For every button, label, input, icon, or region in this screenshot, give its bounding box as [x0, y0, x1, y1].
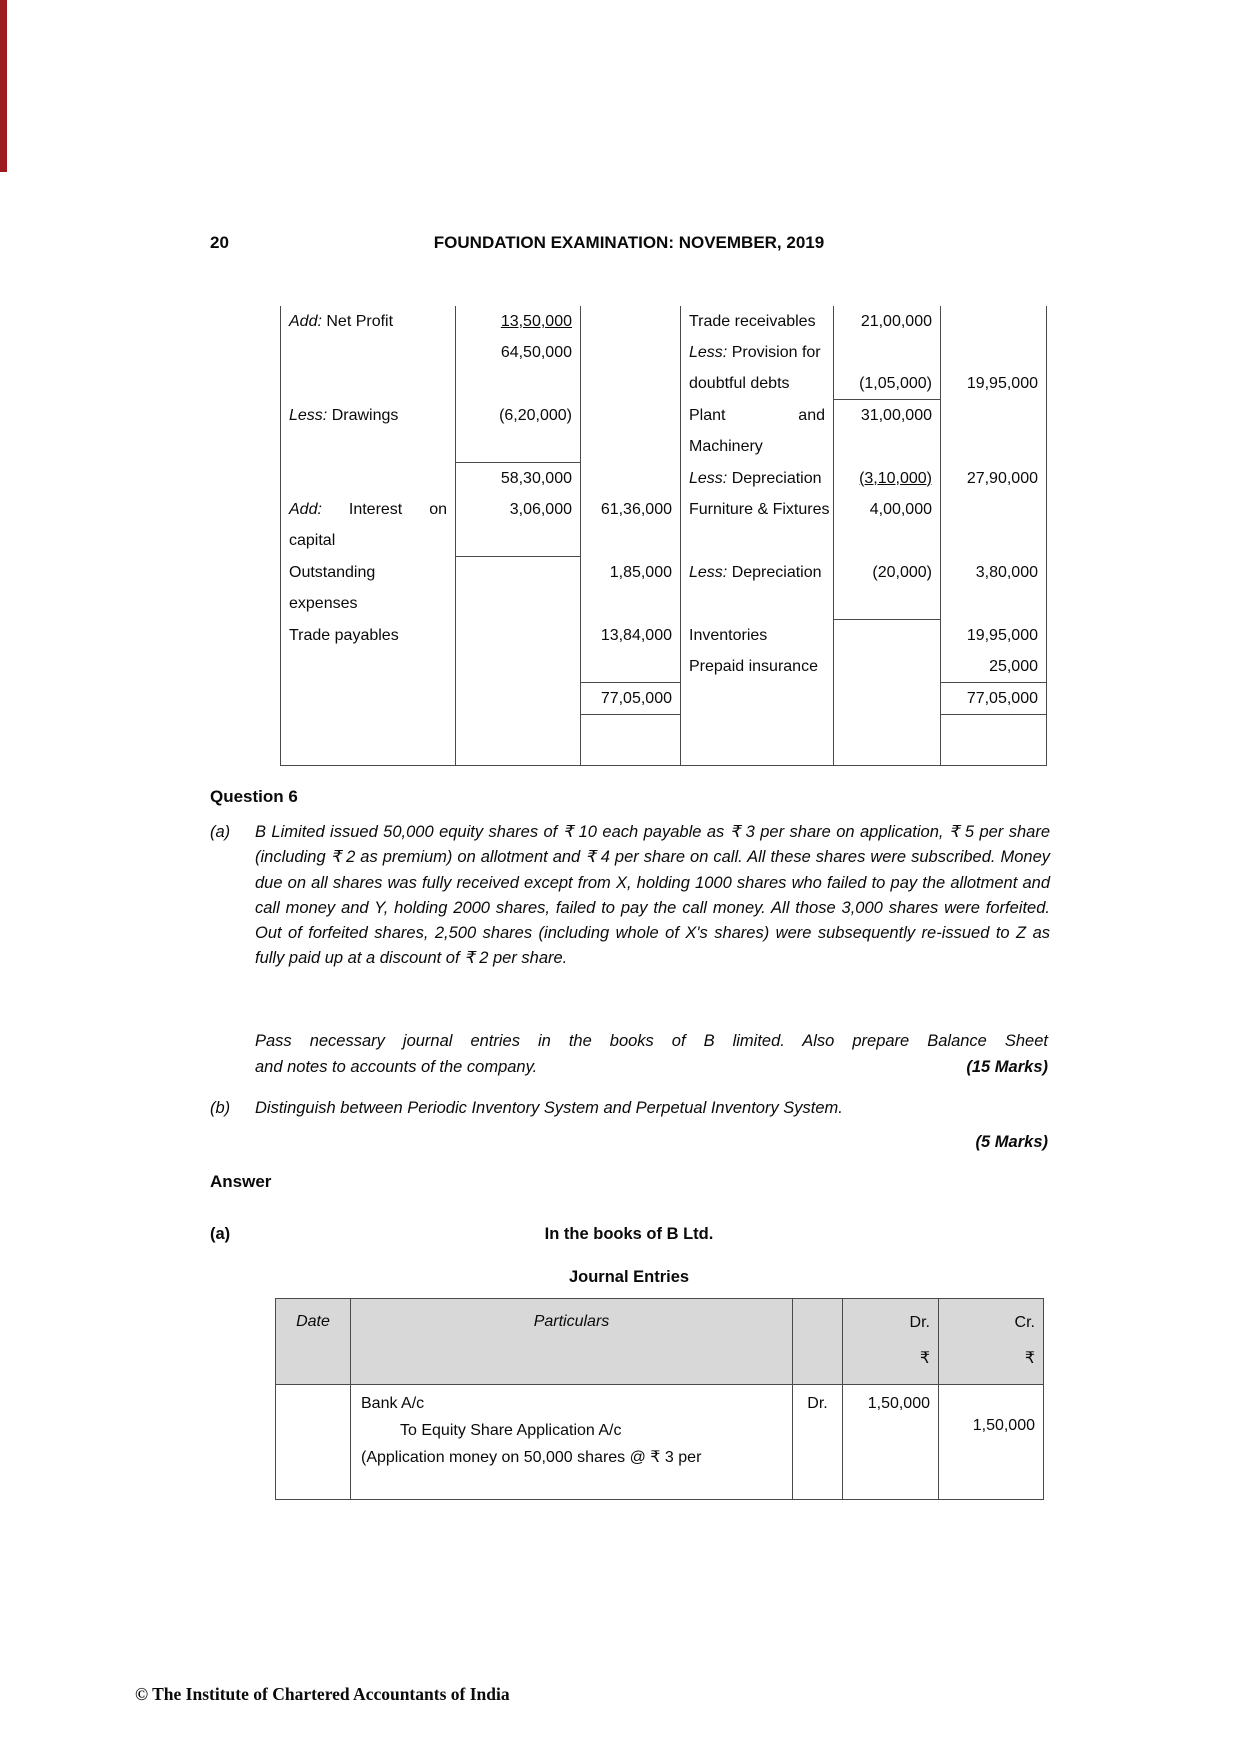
bs-cell-r8-c2: [456, 525, 581, 557]
question-6a-marks: (15 Marks): [966, 1058, 1048, 1076]
bs-cell-r11-c4: Inventories: [681, 620, 834, 652]
particulars-line-1: Bank A/c: [361, 1395, 425, 1412]
bs-cell-r13-c3: 77,05,000: [581, 683, 681, 715]
bs-cell-r3-c2: [456, 368, 581, 400]
table-row: [281, 400, 1047, 432]
journal-entry-row: [276, 1385, 1044, 1500]
bs-cell-r10-c1: expenses: [281, 588, 456, 620]
journal-entry-date: [276, 1385, 351, 1500]
journal-header-cr: [939, 1299, 1044, 1385]
cr-label: Cr.: [1014, 1314, 1035, 1331]
bs-cell-r6-c3: [581, 463, 681, 495]
bs-cell-r13-c6: 77,05,000: [941, 683, 1047, 715]
bs-cell-r7-c2: 3,06,000: [456, 494, 581, 525]
bs-cell-r8-c3: [581, 525, 681, 557]
page-number: 20: [210, 233, 229, 252]
bs-cell-r4-c6: [941, 400, 1047, 432]
bs-cell-r5-c5: [834, 431, 941, 463]
bs-cell-r1-c1: Add: Net Profit: [281, 306, 456, 337]
journal-header-particulars: Particulars: [351, 1299, 793, 1385]
particulars-line-3: (Application money on 50,000 shares @ ₹ 3 per: [361, 1449, 702, 1466]
bs-cell-r4-c1: Less: Drawings: [281, 400, 456, 432]
table-row: [281, 588, 1047, 620]
bs-cell-r6-c1: [281, 463, 456, 495]
journal-entry-cr-amount: 1,50,000: [939, 1385, 1044, 1500]
bs-cell-r6-c6: 27,90,000: [941, 463, 1047, 495]
journal-entries-title: Journal Entries: [568, 1268, 690, 1286]
bs-cell-r8-c6: [941, 525, 1047, 557]
table-row: [281, 368, 1047, 400]
table-row: [281, 651, 1047, 683]
question-6b-marks: (5 Marks): [975, 1133, 1048, 1151]
question-6a-text: B Limited issued 50,000 equity shares of ₹ 10 each payable as ₹ 3 per share on application, ₹ 5 per share (including ₹ 2 as premium) on allotment and ₹ 4 per share on call. All these shares were subscribed. Money due on all shares was fully received except from X, holding 1000 shares who failed to pay the allotment and call money and Y, holding 2000 shares, failed to pay the call money. All those 3,000 shares were forfeited. Out of forfeited shares, 2,500 shares (including whole of X's shares) were subsequently re-issued to Z as fully paid up at a discount of ₹ 2 per share.: [255, 823, 1050, 968]
bs-cell-r11-c5: [834, 620, 941, 652]
answer-heading: Answer: [210, 1172, 272, 1191]
bs-cell-r10-c5: [834, 588, 941, 620]
bs-cell-r13-c4: [681, 683, 834, 715]
bs-cell-r1-c3: [581, 306, 681, 337]
bs-cell-r3-c3: [581, 368, 681, 400]
bs-cell-r7-c5: 4,00,000: [834, 494, 941, 525]
table-row: [281, 715, 1047, 766]
bs-cell-r10-c3: [581, 588, 681, 620]
bs-cell-r2-c5: [834, 337, 941, 368]
bs-cell-r14-c2: [456, 715, 581, 766]
table-row: [281, 525, 1047, 557]
bs-cell-r13-c2: [456, 683, 581, 715]
bs-cell-r8-c4: [681, 525, 834, 557]
question-6a-paragraph: [210, 820, 1050, 972]
bs-cell-r14-c4: [681, 715, 834, 766]
bs-cell-r11-c2: [456, 620, 581, 652]
bs-cell-r14-c3: [581, 715, 681, 766]
journal-header-dr: [843, 1299, 939, 1385]
bs-cell-r2-c1: [281, 337, 456, 368]
bs-cell-r3-c6: 19,95,000: [941, 368, 1047, 400]
bs-cell-r6-c4: Less: Depreciation: [681, 463, 834, 495]
bs-cell-r6-c5: (3,10,000): [834, 463, 941, 495]
bs-cell-r1-c4: Trade receivables: [681, 306, 834, 337]
answer-a-row: [210, 1225, 1048, 1247]
answer-a-label: (a): [210, 1225, 231, 1243]
bs-cell-r9-c1: Outstanding: [281, 557, 456, 589]
bs-cell-r7-c1: Add: Interest on: [281, 494, 456, 525]
bs-cell-r5-c4: Machinery: [681, 431, 834, 463]
bs-cell-r12-c6: 25,000: [941, 651, 1047, 683]
table-row: [281, 337, 1047, 368]
journal-header-date: Date: [276, 1299, 351, 1385]
bs-cell-r2-c3: [581, 337, 681, 368]
bs-cell-r3-c4: doubtful debts: [681, 368, 834, 400]
instruction-line-2: and notes to accounts of the company.: [255, 1058, 538, 1076]
bs-cell-r11-c1: Trade payables: [281, 620, 456, 652]
page-header: [210, 233, 1048, 255]
bs-cell-r2-c2: 64,50,000: [456, 337, 581, 368]
bs-cell-r13-c1: [281, 683, 456, 715]
bs-cell-r1-c2: 13,50,000: [456, 306, 581, 337]
bs-cell-r5-c6: [941, 431, 1047, 463]
bs-cell-r12-c4: Prepaid insurance: [681, 651, 834, 683]
table-row: [281, 306, 1047, 337]
bs-cell-r11-c3: 13,84,000: [581, 620, 681, 652]
table-row: [281, 463, 1047, 495]
bs-cell-r13-c5: [834, 683, 941, 715]
bs-cell-r3-c1: [281, 368, 456, 400]
bs-cell-r2-c6: [941, 337, 1047, 368]
journal-header-blank: [793, 1299, 843, 1385]
bs-cell-r12-c2: [456, 651, 581, 683]
table-row: [281, 431, 1047, 463]
bs-cell-r4-c4: Plant and: [681, 400, 834, 432]
copyright-footer: © The Institute of Chartered Accountants of India: [135, 1684, 510, 1704]
bs-cell-r1-c5: 21,00,000: [834, 306, 941, 337]
bs-cell-r7-c4: Furniture & Fixtures: [681, 494, 834, 525]
dr-label: Dr.: [909, 1314, 930, 1331]
bs-cell-r5-c1: [281, 431, 456, 463]
bs-cell-r10-c2: [456, 588, 581, 620]
bs-cell-r9-c6: 3,80,000: [941, 557, 1047, 589]
bs-cell-r9-c2: [456, 557, 581, 589]
journal-entry-dr-label: Dr.: [793, 1385, 843, 1500]
table-row: [281, 557, 1047, 589]
bs-cell-r14-c1: [281, 715, 456, 766]
question-6b-label: (b): [210, 1099, 231, 1117]
bs-cell-r8-c1: capital: [281, 525, 456, 557]
bs-cell-r8-c5: [834, 525, 941, 557]
bs-cell-r9-c5: (20,000): [834, 557, 941, 589]
bs-cell-r14-c5: [834, 715, 941, 766]
question-6a-instruction: [255, 1028, 1048, 1080]
question-6b-paragraph: [210, 1096, 1050, 1121]
question-6b-text: Distinguish between Periodic Inventory System and Perpetual Inventory System.: [255, 1099, 843, 1117]
scan-artifact-bar: [0, 0, 7, 172]
bs-cell-r14-c6: [941, 715, 1047, 766]
bs-cell-r3-c5: (1,05,000): [834, 368, 941, 400]
journal-entry-particulars: [351, 1385, 793, 1500]
books-title: In the books of B Ltd.: [544, 1225, 714, 1243]
bs-cell-r4-c5: 31,00,000: [834, 400, 941, 432]
bs-cell-r10-c4: [681, 588, 834, 620]
instruction-line-1: Pass necessary journal entries in the books of B limited. Also prepare Balance Sheet: [255, 1032, 1048, 1050]
bs-cell-r5-c3: [581, 431, 681, 463]
bs-cell-r9-c3: 1,85,000: [581, 557, 681, 589]
bs-cell-r2-c4: Less: Provision for: [681, 337, 834, 368]
bs-cell-r12-c1: [281, 651, 456, 683]
table-row: [281, 494, 1047, 525]
rupee-symbol: ₹: [919, 1350, 930, 1367]
bs-cell-r10-c6: [941, 588, 1047, 620]
bs-cell-r1-c6: [941, 306, 1047, 337]
bs-cell-r9-c4: Less: Depreciation: [681, 557, 834, 589]
bs-cell-r4-c2: (6,20,000): [456, 400, 581, 432]
bs-cell-r4-c3: [581, 400, 681, 432]
question-6-heading: Question 6: [210, 787, 298, 806]
bs-cell-r12-c3: [581, 651, 681, 683]
particulars-line-2: To Equity Share Application A/c: [400, 1422, 622, 1439]
bs-cell-r12-c5: [834, 651, 941, 683]
bs-cell-r5-c2: [456, 431, 581, 463]
question-6b-marks-line: [210, 1133, 1048, 1152]
rupee-symbol: ₹: [1024, 1350, 1035, 1367]
balance-sheet-table: [280, 306, 1047, 766]
journal-entry-dr-amount: 1,50,000: [843, 1385, 939, 1500]
page-title: FOUNDATION EXAMINATION: NOVEMBER, 2019: [433, 233, 825, 252]
journal-header-row: [276, 1299, 1044, 1385]
bs-cell-r6-c2: 58,30,000: [456, 463, 581, 495]
table-row: [281, 620, 1047, 652]
question-6a-label: (a): [210, 823, 231, 841]
bs-cell-r7-c3: 61,36,000: [581, 494, 681, 525]
journal-entries-table: [275, 1298, 1044, 1500]
bs-cell-r7-c6: [941, 494, 1047, 525]
bs-cell-r11-c6: 19,95,000: [941, 620, 1047, 652]
table-row: [281, 683, 1047, 715]
